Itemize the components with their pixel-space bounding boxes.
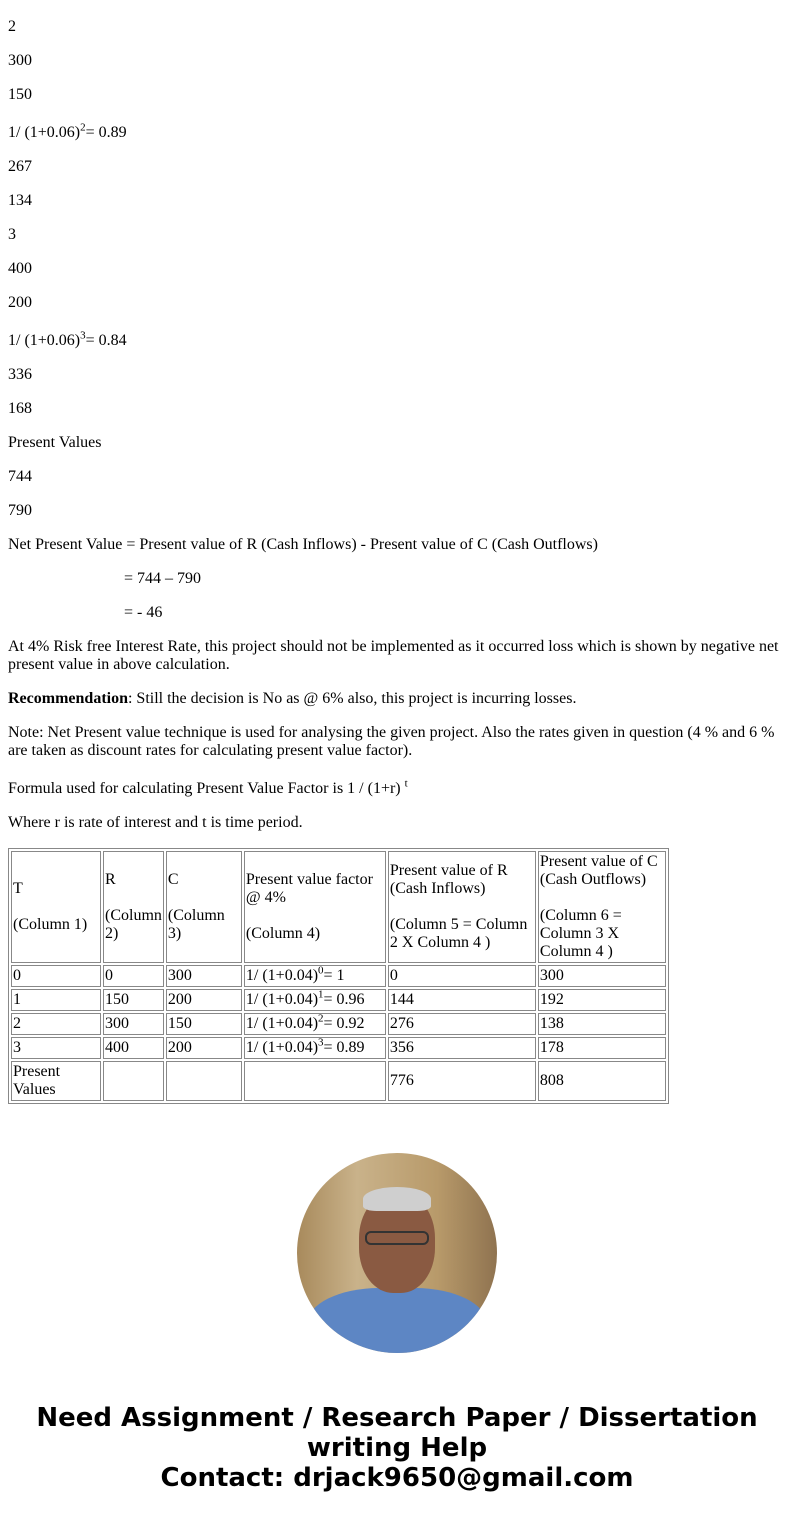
table-row: 2 300 150 1/ $(1+0.04)^2= 0.92$ 276 138	[11, 1013, 666, 1035]
text-line: 150	[8, 86, 32, 103]
factor-line: 1/ $(1+0.06)^3= 0.84$	[8, 329, 127, 349]
banner-line: writing Help	[306, 1433, 488, 1463]
text-line: 168	[8, 400, 32, 417]
text-line: 336	[8, 366, 32, 383]
author-photo	[297, 1153, 497, 1353]
contact-banner	[0, 1403, 794, 1493]
text-line: 2	[8, 18, 16, 35]
text-line: 3	[8, 226, 16, 243]
table-row: 1 150 200 1/ $(1+0.04)^1= 0.96$ 144 192	[11, 989, 666, 1011]
text-line: 400	[8, 260, 32, 277]
text-line: Present Values	[8, 434, 102, 451]
formula: Formula used for calculating Present Value Factor is 1 / (1+r) $^t$	[8, 777, 408, 797]
table-header-row: T (Column 1) R (Column 2) C (Column 3) Present value factor @ 4% (Column 4) Present value of R (Cash Inflows) (Column 5 = Column 2 X Column 4 ) Present value of C (Cash Outflows) (Column 6 = Column 3 X Column 4 )	[11, 851, 666, 963]
contact-email: Contact: drjack9650@gmail.com	[160, 1463, 634, 1493]
document-body	[8, 0, 786, 1104]
recommendation: Recommendation: Still the decision is No as @ 6% also, this project is incurring losses.	[8, 690, 577, 707]
npv-step-2: = - 46	[124, 604, 163, 621]
text-line: 267	[8, 158, 32, 175]
table-row: 0 0 300 1/ $(1+0.04)^0= 1$ 0 300	[11, 965, 666, 987]
factor-line: 1/ $(1+0.06)^2= 0.89$	[8, 121, 127, 141]
npv-formula: Net Present Value = Present value of R (Cash Inflows) - Present value of C (Cash Outflows)	[8, 536, 598, 553]
table-totals-row: Present Values 776 808	[11, 1061, 666, 1101]
text-line: 134	[8, 192, 32, 209]
text-line: 790	[8, 502, 32, 519]
where: Where r is rate of interest and t is time period.	[8, 814, 303, 831]
text-line: 744	[8, 468, 32, 485]
text-line	[8, 0, 786, 2]
note: Note: Net Present value technique is used for analysing the given project. Also the rates given in question (4 % and 6 % are taken as discount rates for calculating present value factor).	[8, 724, 775, 759]
npv-step-1: = 744 – 790	[124, 570, 202, 587]
banner-line: Need Assignment / Research Paper / Dissertation	[36, 1403, 758, 1433]
table-row: 3 400 200 1/ $(1+0.04)^3= 0.89$ 356 178	[11, 1037, 666, 1059]
text-line: 300	[8, 52, 32, 69]
pv-table-4pct	[8, 848, 669, 1104]
text-line: 200	[8, 294, 32, 311]
conclusion: At 4% Risk free Interest Rate, this project should not be implemented as it occurred loss which is shown by negative net present value in above calculation.	[8, 638, 779, 673]
